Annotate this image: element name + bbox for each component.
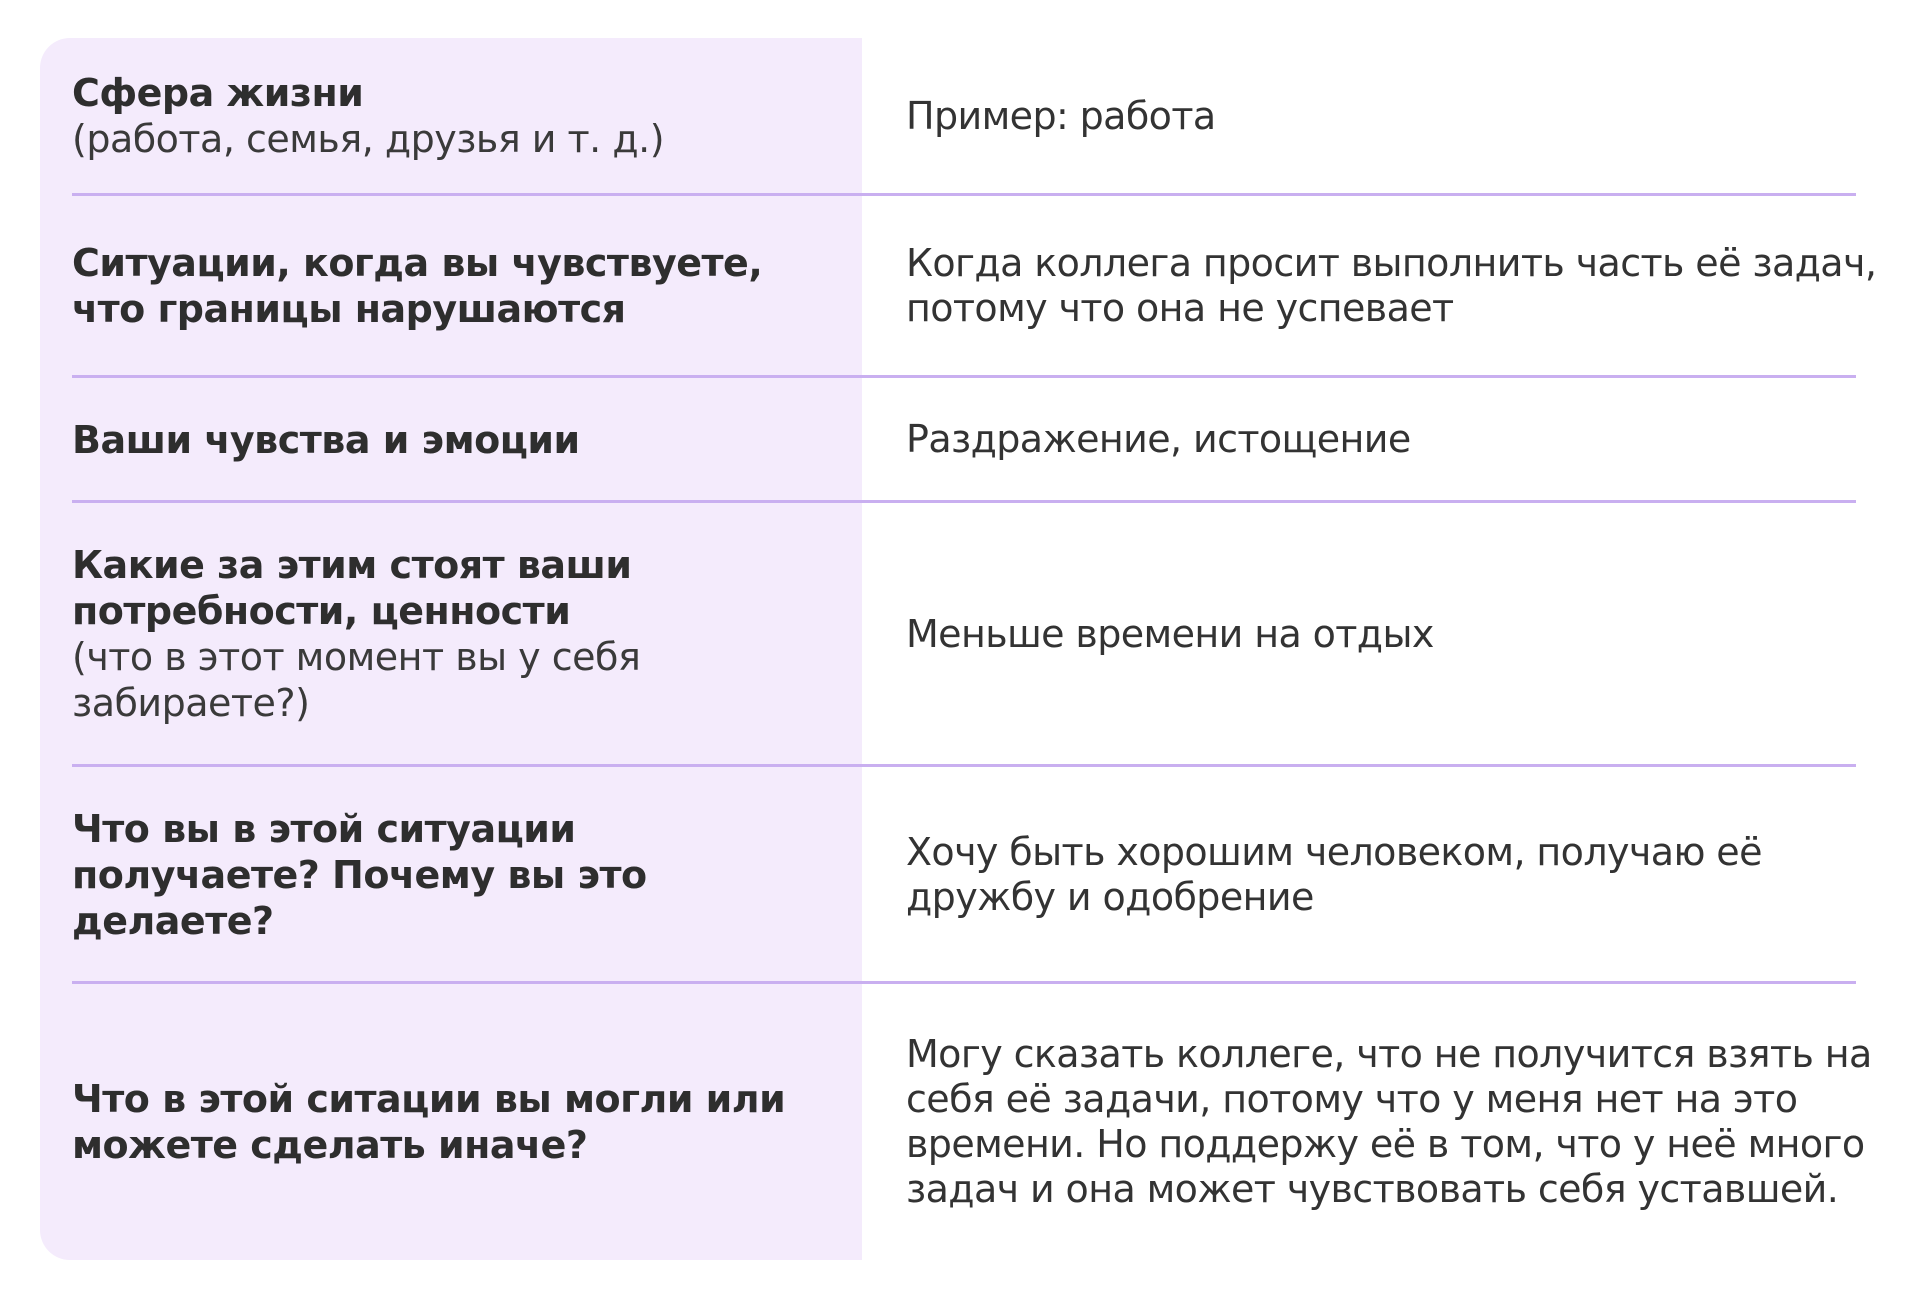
row-label-hint: (что в этот момент вы у себя забираете?) bbox=[72, 635, 641, 725]
row-value bbox=[906, 196, 1881, 376]
row-value-text: Раздражение, истощение bbox=[906, 417, 1411, 461]
row-value bbox=[906, 984, 1881, 1260]
row-label bbox=[72, 984, 802, 1260]
row-label-title: Что в этой ситации вы могли или можете сделать иначе? bbox=[72, 1077, 786, 1167]
row-value bbox=[906, 378, 1881, 501]
row-label-hint: (работа, семья, друзья и т. д.) bbox=[72, 117, 665, 161]
row-value bbox=[906, 767, 1881, 982]
row-label bbox=[72, 767, 772, 982]
row-label-title: Ваши чувства и эмоции bbox=[72, 417, 580, 462]
row-value-text: Пример: работа bbox=[906, 93, 1216, 138]
table-row bbox=[0, 984, 1920, 1260]
row-label-title: Какие за этим стоят ваши потребности, ценности bbox=[72, 543, 632, 633]
table-row bbox=[0, 503, 1920, 765]
table-row bbox=[0, 196, 1920, 376]
row-label-title: Что вы в этой ситуации получаете? Почему вы это делаете? bbox=[72, 806, 647, 943]
row-label bbox=[72, 38, 832, 194]
row-value-text: Когда коллега просит выполнить часть её задач, потому что она не успевает bbox=[906, 241, 1877, 330]
row-label bbox=[72, 503, 772, 765]
row-value-text: Меньше времени на отдых bbox=[906, 611, 1434, 656]
row-label bbox=[72, 378, 832, 501]
table-row bbox=[0, 38, 1920, 194]
row-label-title: Ситуации, когда вы чувствуете, что границы нарушаются bbox=[72, 241, 763, 331]
row-label bbox=[72, 196, 842, 376]
row-value-text: Могу сказать коллеге, что не получится взять на себя её задачи, потому что у меня нет на это времени. Но поддержу её в том, что у неё много задач и она может чувствовать себя уставшей. bbox=[906, 1032, 1872, 1211]
table-row bbox=[0, 378, 1920, 501]
table-row bbox=[0, 767, 1920, 982]
row-value-text: Хочу быть хорошим человеком, получаю её дружбу и одобрение bbox=[906, 829, 1762, 919]
row-label-title: Сфера жизни bbox=[72, 71, 364, 115]
row-value bbox=[906, 503, 1881, 765]
row-value bbox=[906, 38, 1881, 194]
